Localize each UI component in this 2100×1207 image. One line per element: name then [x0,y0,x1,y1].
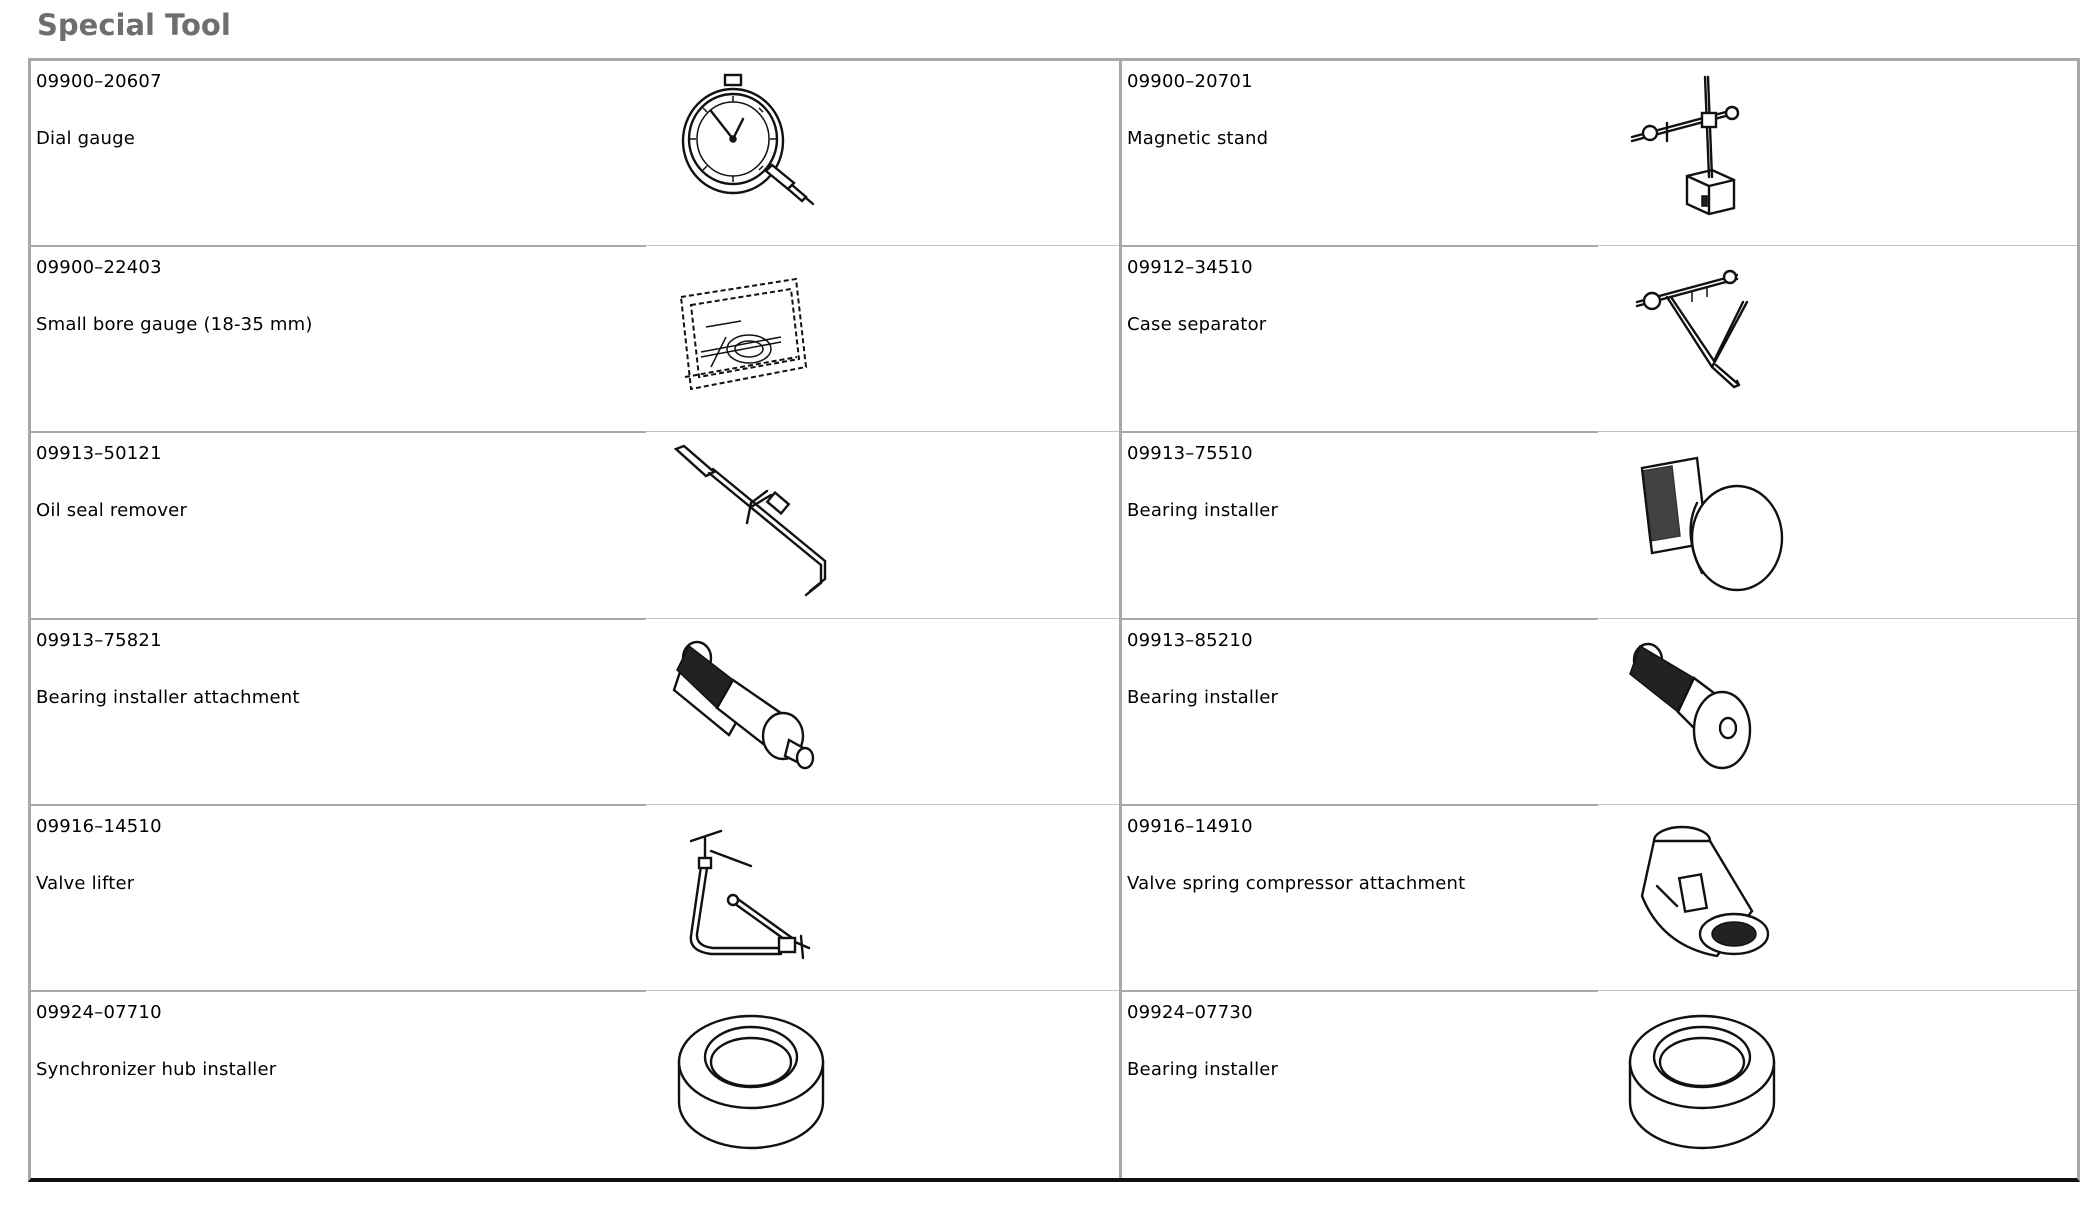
tool-name: Valve lifter [36,872,135,894]
tool-cell [31,61,1122,247]
tool-name: Bearing installer [1127,686,1279,708]
valve-spring-compressor-attachment-icon [1622,816,1792,981]
case-separator-icon [1622,257,1792,422]
tool-name: Bearing installer [1127,500,1279,522]
tool-name: Magnetic stand [1127,128,1269,149]
valve-lifter-icon [671,816,841,981]
tool-cell [1122,61,2077,247]
tool-name: Valve spring compressor attachment [1127,872,1466,894]
dial-gauge-icon [671,71,841,236]
ring-bearing-installer-icon [1622,1002,1792,1167]
bearing-installer-attachment-icon [671,630,841,795]
special-tool-table [28,58,2080,1182]
part-number: 09900–22403 [36,257,162,279]
part-number: 09913–50121 [36,443,162,465]
part-number: 09912–34510 [1127,257,1253,279]
part-number: 09916–14910 [1127,815,1253,837]
tool-name: Bearing installer attachment [36,686,300,708]
page-title: Special Tool [37,8,231,42]
tool-name: Bearing installer [1127,1058,1279,1080]
oil-seal-remover-icon [671,443,841,608]
tool-cell [31,247,1122,433]
bearing-installer-icon [1622,443,1792,608]
tool-name: Synchronizer hub installer [36,1058,277,1080]
tool-cell [1122,992,2077,1178]
tool-cell [1122,620,2077,806]
tool-cell [31,806,1122,992]
bearing-installer-small-icon [1622,630,1792,795]
tool-name: Case separator [1127,314,1267,336]
tool-cell [31,433,1122,619]
part-number: 09900–20607 [36,71,162,92]
tool-name: Dial gauge [36,128,135,149]
part-number: 09913–85210 [1127,629,1253,651]
tool-cell [31,992,1122,1178]
small-bore-gauge-icon [671,257,841,422]
part-number: 09913–75821 [36,629,162,651]
part-number: 09924–07730 [1127,1001,1253,1023]
part-number: 09916–14510 [36,815,162,837]
tool-name: Oil seal remover [36,500,188,522]
synchronizer-hub-installer-icon [671,1002,841,1167]
tool-cell [1122,806,2077,992]
tool-cell [1122,247,2077,433]
magnetic-stand-icon [1622,71,1792,236]
part-number: 09900–20701 [1127,71,1253,92]
part-number: 09924–07710 [36,1001,162,1023]
tool-cell [31,620,1122,806]
part-number: 09913–75510 [1127,443,1253,465]
tool-name: Small bore gauge (18-35 mm) [36,314,313,336]
tool-cell [1122,433,2077,619]
